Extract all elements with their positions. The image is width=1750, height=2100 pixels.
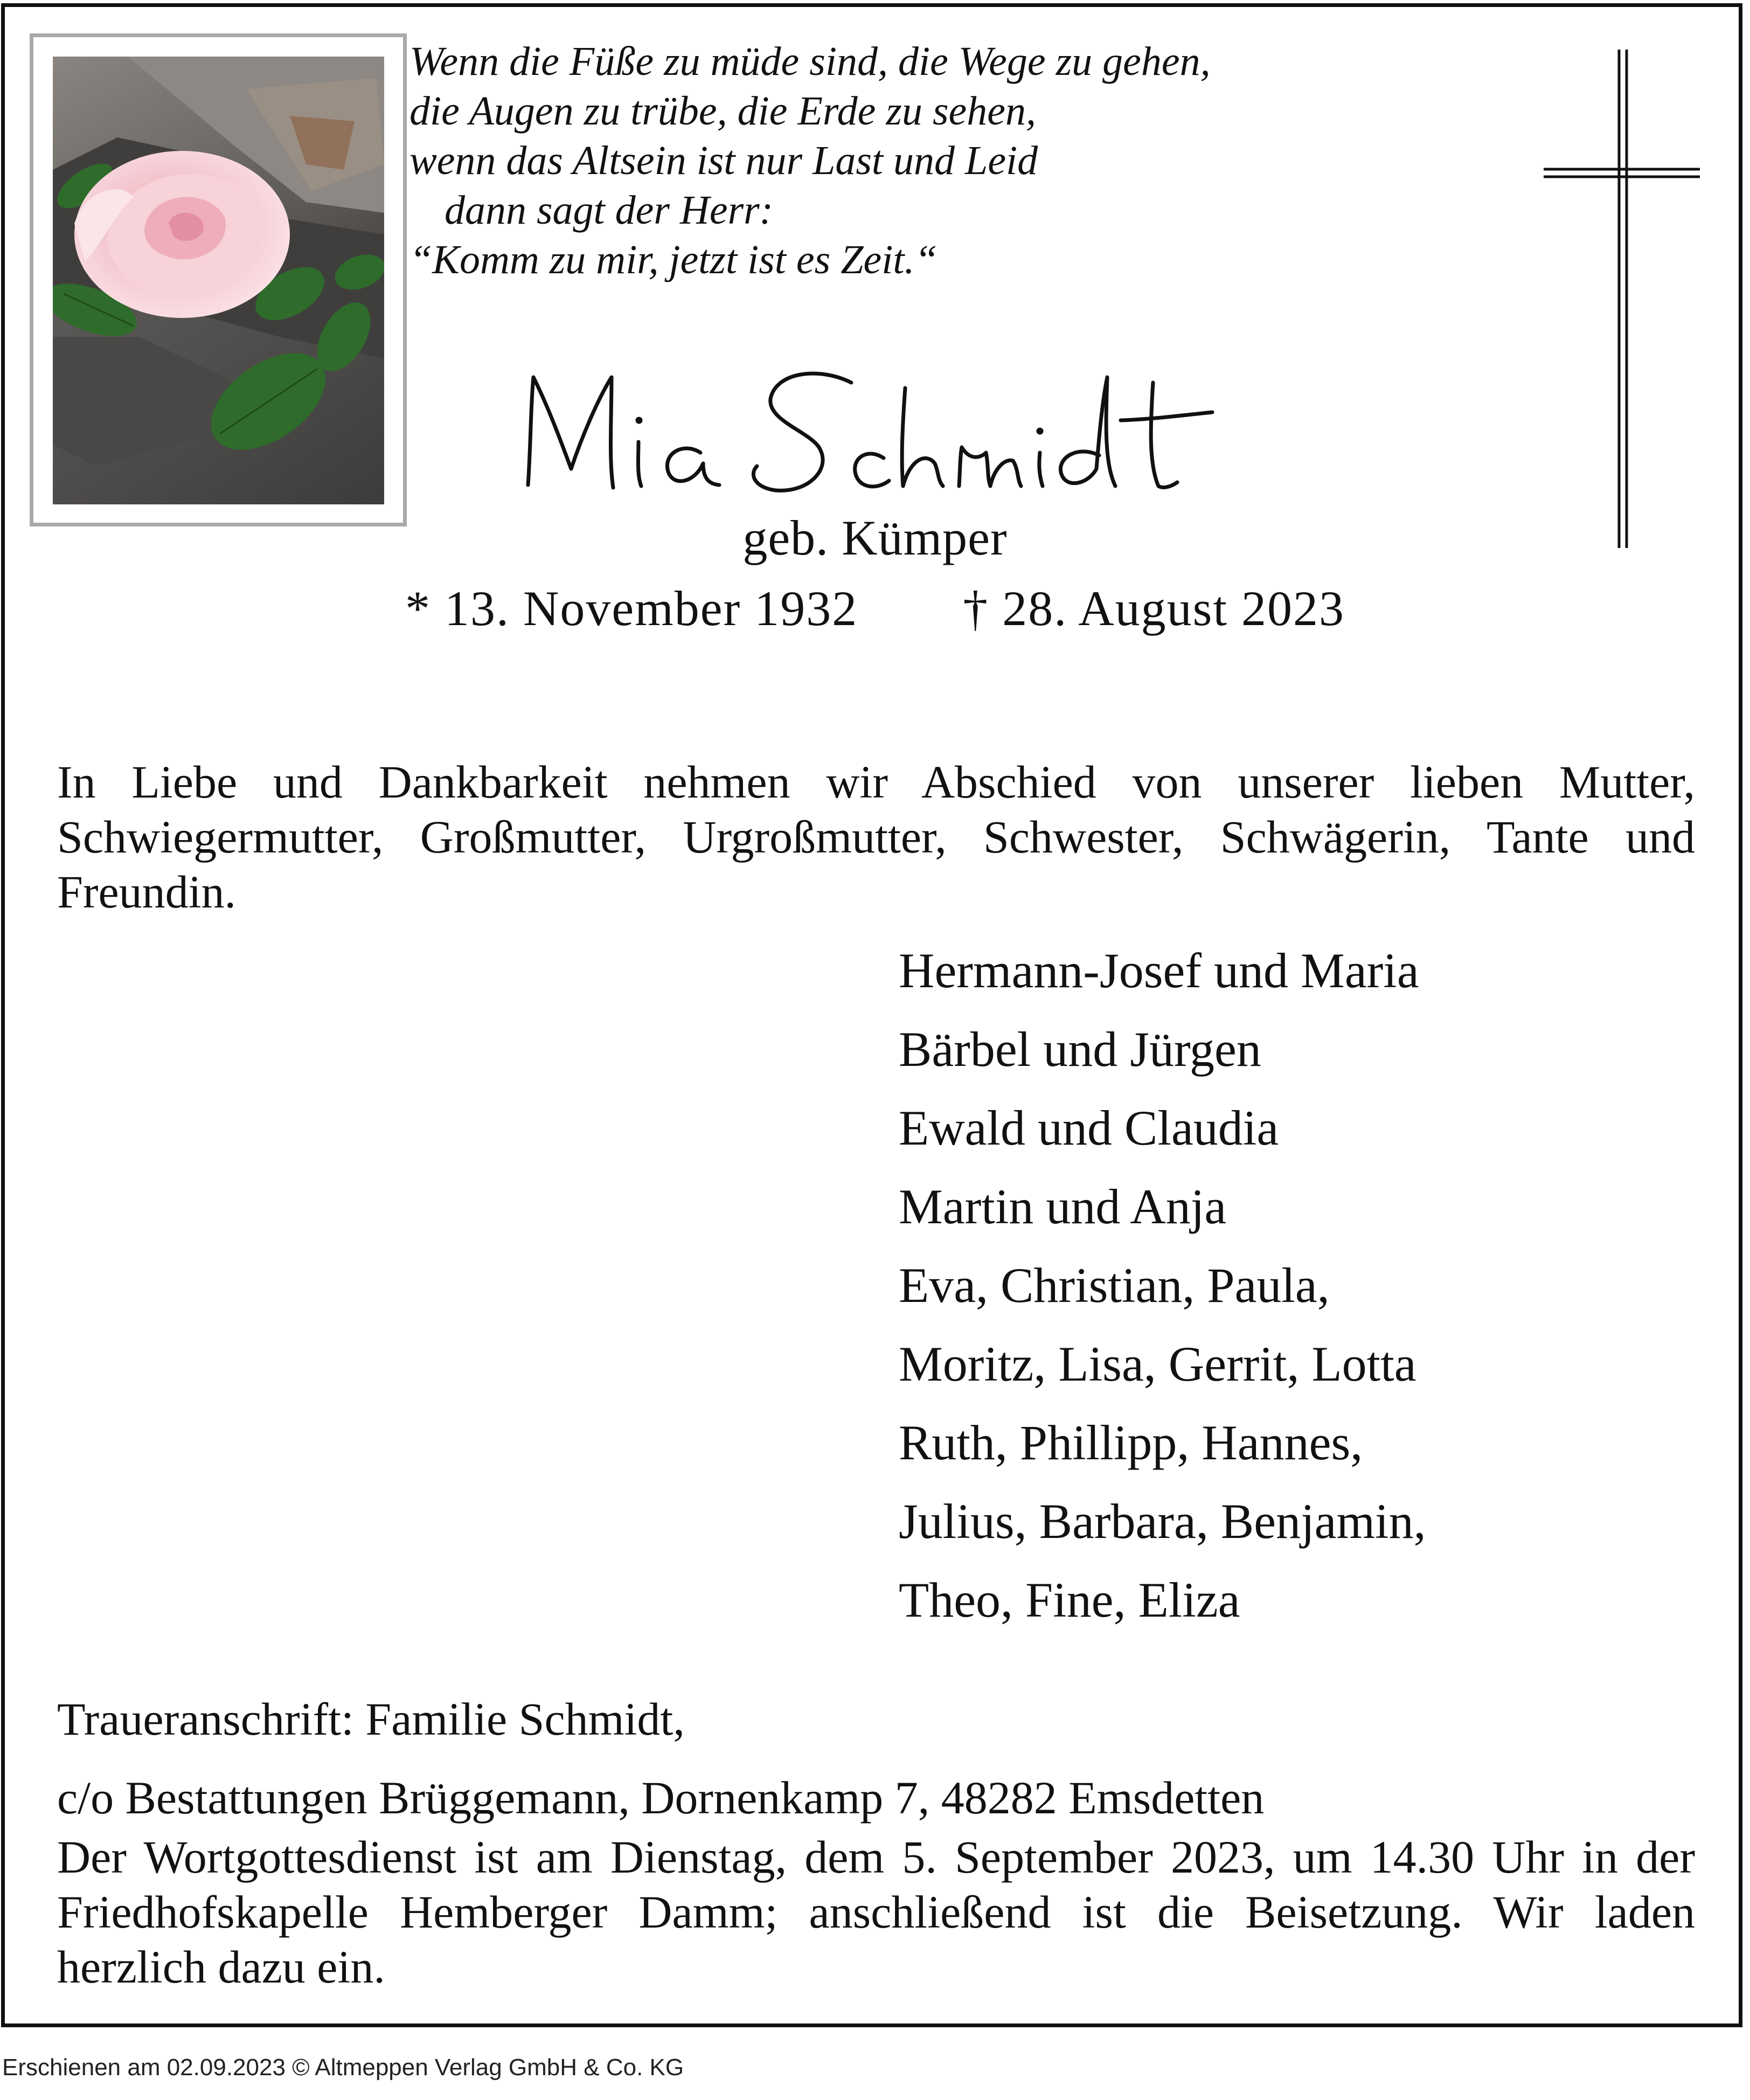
mourners-list [899,931,1426,1639]
mourning-address [57,1680,1264,1837]
mourner-entry: Bärbel und Jürgen [899,1022,1261,1077]
poem-line: die Augen zu trübe, die Erde zu sehen, [409,88,1037,134]
poem-line: dann sagt der Herr: [444,188,774,233]
mourner-entry: Hermann-Josef und Maria [899,943,1419,998]
farewell-text: In Liebe und Dankbarkeit nehmen wir Abschied von unserer lieben Mutter, Schwiegermutter, Großmutter, Urgroßmutter, Schwester, Schwägerin, Tante und Freundin. [57,756,1695,918]
photo-mat [30,33,407,526]
mourner-entry: Ruth, Phillipp, Hannes, [899,1415,1363,1470]
rose-photo [53,57,384,504]
mourner-entry: Martin und Anja [899,1179,1227,1234]
poem [409,37,1211,285]
death-date: † 28. August 2023 [963,581,1345,636]
poem-line: Wenn die Füße zu müde sind, die Wege zu gehen, [409,39,1211,84]
name-signature [517,361,1261,501]
mourner-entry: Theo, Fine, Eliza [899,1572,1240,1627]
service-announcement: Der Wortgottesdienst ist am Dienstag, dem 5. September 2023, um 14.30 Uhr in der Friedhofskapelle Hemberger Damm; anschließend ist die Beisetzung. Wir laden herzlich dazu ein. [57,1831,1695,1993]
mourner-entry: Ewald und Claudia [899,1100,1279,1155]
rose-on-stone-image [53,57,384,504]
mourner-entry: Moritz, Lisa, Gerrit, Lotta [899,1336,1416,1391]
publication-footer: Erschienen am 02.09.2023 © Altmeppen Verlag GmbH & Co. KG [2,2054,684,2081]
address-line: c/o Bestattungen Brüggemann, Dornenkamp 7, 48282 Emsdetten [57,1772,1265,1824]
life-dates [0,580,1750,637]
birth-date: * 13. November 1932 [405,581,858,636]
mourner-entry: Eva, Christian, Paula, [899,1258,1330,1313]
maiden-name: geb. Kümper [742,510,1008,565]
signature-image [517,361,1261,501]
mourner-entry: Julius, Barbara, Benjamin, [899,1494,1426,1549]
address-line: Traueranschrift: Familie Schmidt, [57,1693,685,1745]
poem-line: wenn das Altsein ist nur Last und Leid [409,138,1038,183]
poem-line: “Komm zu mir, jetzt ist es Zeit.“ [409,237,938,282]
cross-icon [1538,50,1700,551]
